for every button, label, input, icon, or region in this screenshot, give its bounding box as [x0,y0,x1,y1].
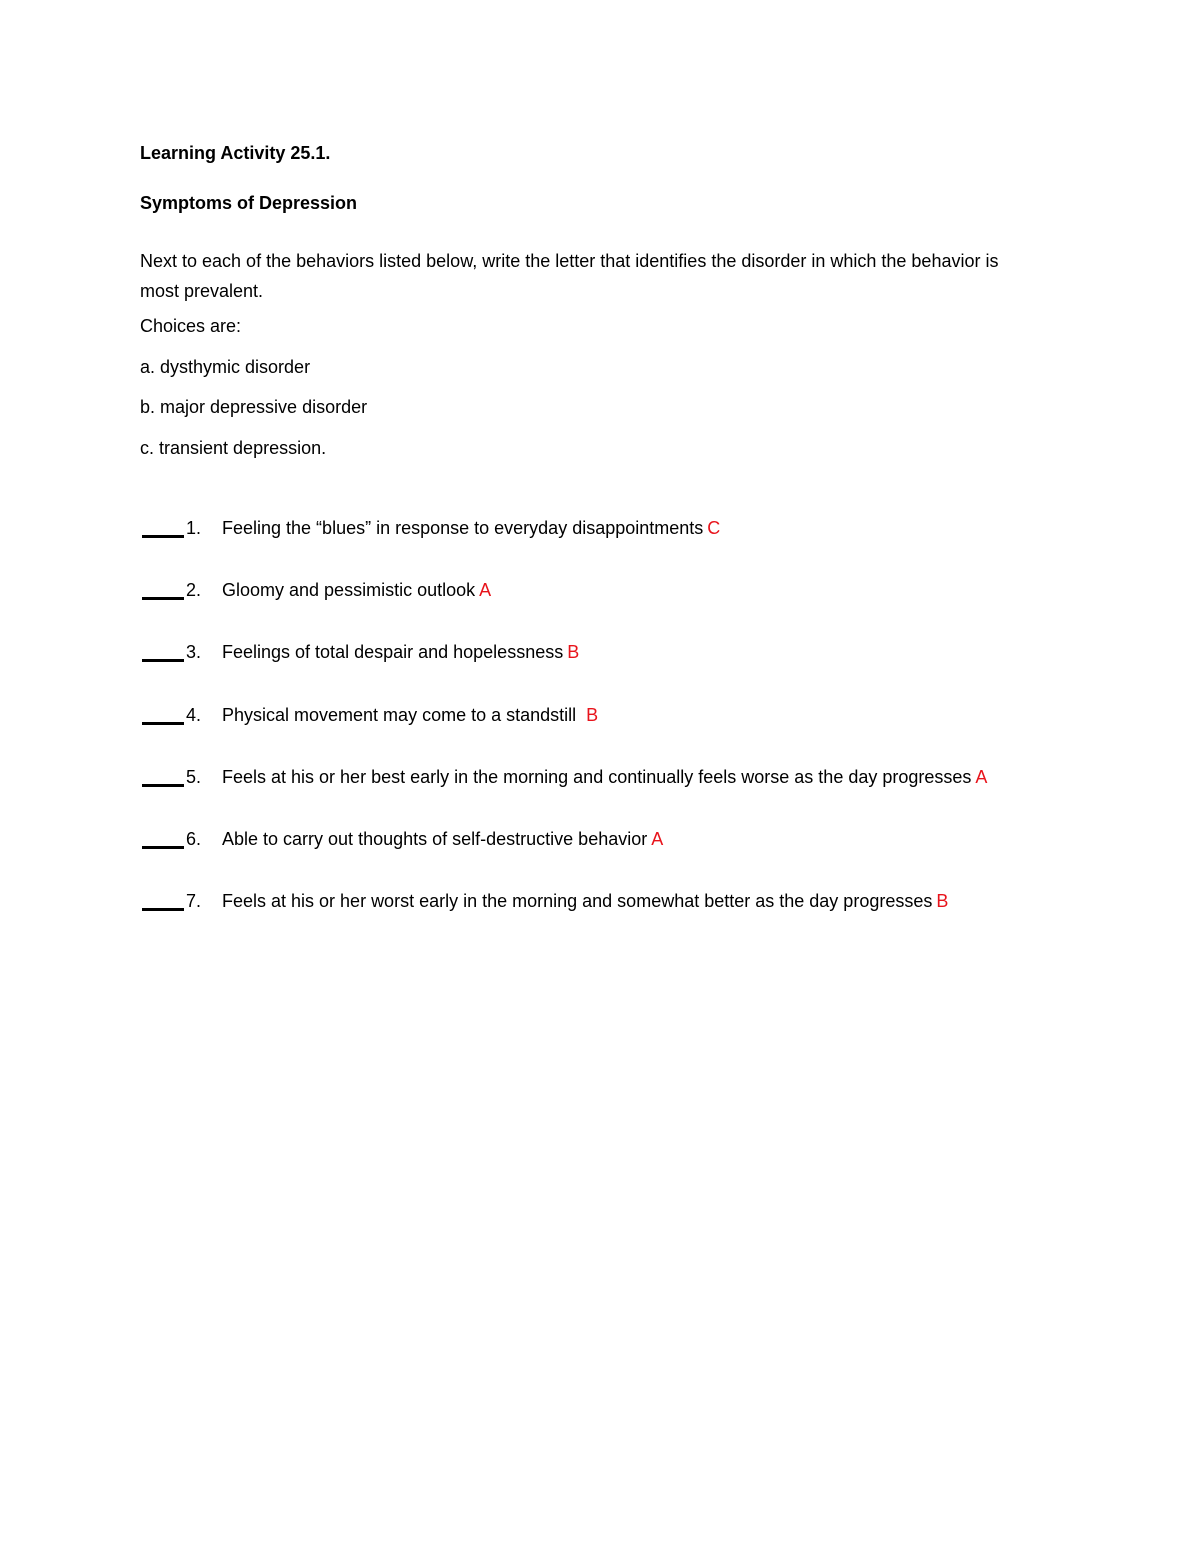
item-answer: B [586,705,599,725]
item-text-wrap [222,829,663,850]
item-number: 3. [186,642,202,662]
item-number: 4. [186,705,202,725]
instructions-paragraph: Next to each of the behaviors listed below, write the letter that identifies the disorder in which the behavior is most prevalent. [140,251,999,301]
choice-b: b. major depressive disorder [140,397,368,417]
list-item [142,829,1142,855]
item-text: Physical movement may come to a standstill [222,705,577,725]
document-title: Learning Activity 25.1. [140,143,331,163]
item-number: 1. [186,518,202,538]
item-text: Feeling the “blues” in response to everyday disappointments [222,518,704,538]
choice-c: c. transient depression. [140,438,327,458]
item-answer: B [936,891,949,911]
choices-label: Choices are: [140,316,242,336]
item-text: Gloomy and pessimistic outlook [222,580,476,600]
item-answer: A [479,580,492,600]
answer-blank-line[interactable] [142,659,184,662]
item-text: Feels at his or her best early in the morning and continually feels worse as the day progresses [222,767,972,787]
item-text-wrap [222,891,948,912]
item-text-wrap [222,580,491,601]
item-text-wrap [222,705,598,726]
answer-blank-line[interactable] [142,846,184,849]
item-number: 2. [186,580,202,600]
item-text: Able to carry out thoughts of self-destructive behavior [222,829,648,849]
list-item [142,767,1142,793]
item-text-wrap [222,642,579,663]
item-answer: C [707,518,721,538]
item-number: 6. [186,829,202,849]
item-answer: B [567,642,580,662]
answer-blank-line[interactable] [142,597,184,600]
item-answer: A [975,767,988,787]
item-number: 5. [186,767,202,787]
item-number: 7. [186,891,202,911]
list-item [142,891,1142,917]
choice-a: a. dysthymic disorder [140,357,311,377]
answer-blank-line[interactable] [142,908,184,911]
answer-blank-line[interactable] [142,535,184,538]
item-text-wrap [222,518,720,539]
item-text: Feels at his or her worst early in the morning and somewhat better as the day progresses [222,891,933,911]
item-text-wrap [222,767,987,788]
list-item [142,580,1142,606]
list-item [142,518,1142,544]
list-item [142,705,1142,731]
item-answer: A [651,829,664,849]
list-item [142,642,1142,668]
answer-blank-line[interactable] [142,722,184,725]
document-subtitle: Symptoms of Depression [140,193,358,213]
answer-blank-line[interactable] [142,784,184,787]
item-text: Feelings of total despair and hopelessness [222,642,564,662]
